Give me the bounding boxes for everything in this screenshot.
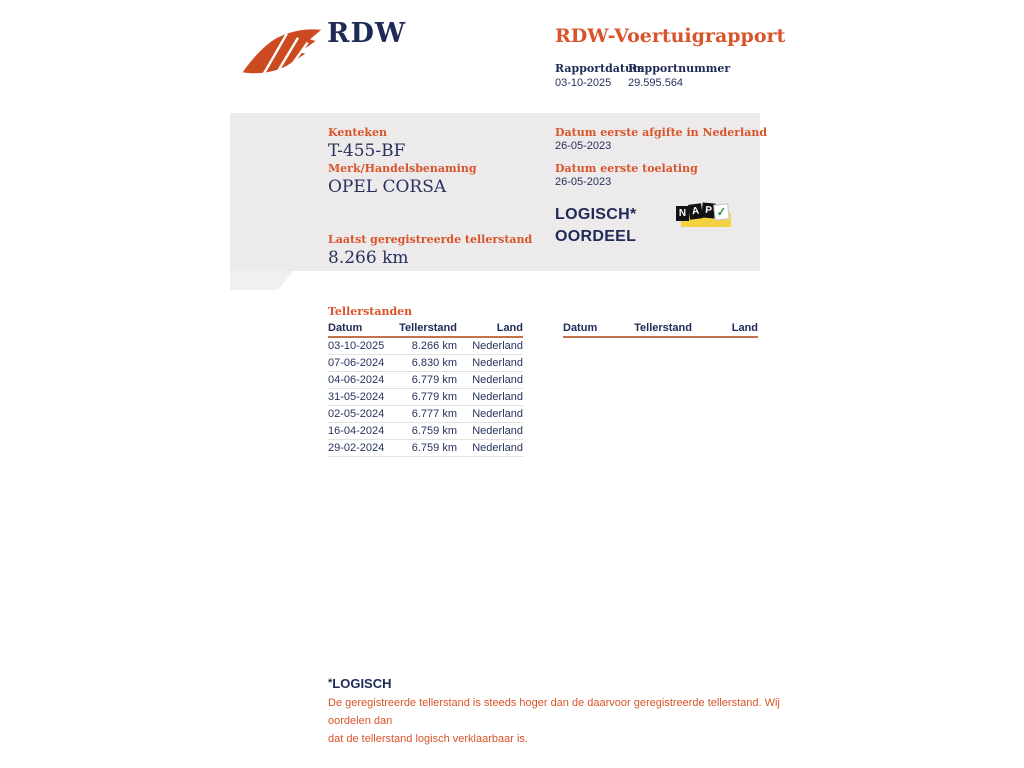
kenteken-label: Kenteken xyxy=(328,126,388,139)
table-row xyxy=(328,355,523,372)
row-tellerstand: 8.266 km xyxy=(411,340,457,352)
rdw-wing-icon xyxy=(242,27,322,79)
header-tellerstand: Tellerstand xyxy=(634,322,692,334)
nap-letter-n: N xyxy=(676,206,689,221)
row-datum: 07-06-2024 xyxy=(328,357,385,369)
row-datum: 16-04-2024 xyxy=(328,425,385,437)
nap-check-icon: ✓ xyxy=(713,203,730,220)
tellerstanden-table-right xyxy=(563,321,758,338)
footnote-asterisk: * xyxy=(328,677,333,689)
row-datum: 31-05-2024 xyxy=(328,391,385,403)
row-tellerstand: 6.759 km xyxy=(411,425,457,437)
row-tellerstand: 6.777 km xyxy=(411,408,457,420)
row-datum: 02-05-2024 xyxy=(328,408,385,420)
tellerstanden-section-title: Tellerstanden xyxy=(328,305,413,318)
row-tellerstand: 6.779 km xyxy=(411,391,457,403)
row-land: Nederland xyxy=(472,442,523,454)
eerste-afgifte-label: Datum eerste afgifte in Nederland xyxy=(555,126,768,139)
footnote-heading xyxy=(328,676,392,691)
row-tellerstand: 6.779 km xyxy=(411,374,457,386)
rdw-wordmark: RDW xyxy=(327,18,407,49)
nap-letter-a: A xyxy=(688,203,703,219)
header-land: Land xyxy=(731,322,758,334)
row-land: Nederland xyxy=(472,391,523,403)
merk-label: Merk/Handelsbenaming xyxy=(328,162,477,175)
footnote-line2: dat de tellerstand logisch verklaarbaar is. xyxy=(328,733,528,745)
row-datum: 03-10-2025 xyxy=(328,340,385,352)
nap-letter-p: P xyxy=(701,202,715,218)
row-datum: 29-02-2024 xyxy=(328,442,385,454)
table-header-row xyxy=(563,321,758,338)
row-land: Nederland xyxy=(472,408,523,420)
page-title: RDW-Voertuigrapport xyxy=(555,25,786,47)
vehicle-summary-panel xyxy=(230,113,768,271)
header-datum: Datum xyxy=(563,322,598,334)
table-row xyxy=(328,423,523,440)
eerste-afgifte-value: 26-05-2023 xyxy=(555,140,612,152)
tellerstand-value: 8.266 km xyxy=(328,248,409,268)
oordeel-line2: OORDEEL xyxy=(555,228,637,245)
table-row xyxy=(328,406,523,423)
row-land: Nederland xyxy=(472,425,523,437)
row-tellerstand: 6.759 km xyxy=(411,442,457,454)
header-tellerstand: Tellerstand xyxy=(399,322,457,334)
report-date-value: 03-10-2025 xyxy=(555,77,612,89)
table-row xyxy=(328,389,523,406)
footnote-text xyxy=(328,694,798,748)
nap-logo xyxy=(676,203,734,231)
oordeel-line1: LOGISCH* xyxy=(555,206,637,223)
tellerstanden-table-left xyxy=(328,321,523,457)
tellerstand-label: Laatst geregistreerde tellerstand xyxy=(328,233,533,246)
header-datum: Datum xyxy=(328,322,363,334)
eerste-toelating-label: Datum eerste toelating xyxy=(555,162,698,175)
kenteken-value: T-455-BF xyxy=(328,141,406,161)
header-land: Land xyxy=(496,322,523,334)
merk-value: OPEL CORSA xyxy=(328,177,447,197)
footnote-heading-text: LOGISCH xyxy=(332,676,392,691)
report-date-label: Rapportdatum xyxy=(555,62,645,75)
row-land: Nederland xyxy=(472,340,523,352)
eerste-toelating-value: 26-05-2023 xyxy=(555,176,612,188)
row-land: Nederland xyxy=(472,374,523,386)
footnote-line1: De geregistreerde tellerstand is steeds hoger dan de daarvoor geregistreerde tellerstand. Wij oordelen dan xyxy=(328,697,780,727)
row-tellerstand: 6.830 km xyxy=(411,357,457,369)
table-row xyxy=(328,372,523,389)
table-row xyxy=(328,338,523,355)
row-datum: 04-06-2024 xyxy=(328,374,385,386)
report-number-value: 29.595.564 xyxy=(628,77,684,89)
oordeel-verdict xyxy=(555,204,637,248)
table-row xyxy=(328,440,523,457)
row-land: Nederland xyxy=(472,357,523,369)
table-header-row xyxy=(328,321,523,338)
report-number-label: Rapportnummer xyxy=(628,62,731,75)
summary-panel-tab xyxy=(230,271,293,290)
